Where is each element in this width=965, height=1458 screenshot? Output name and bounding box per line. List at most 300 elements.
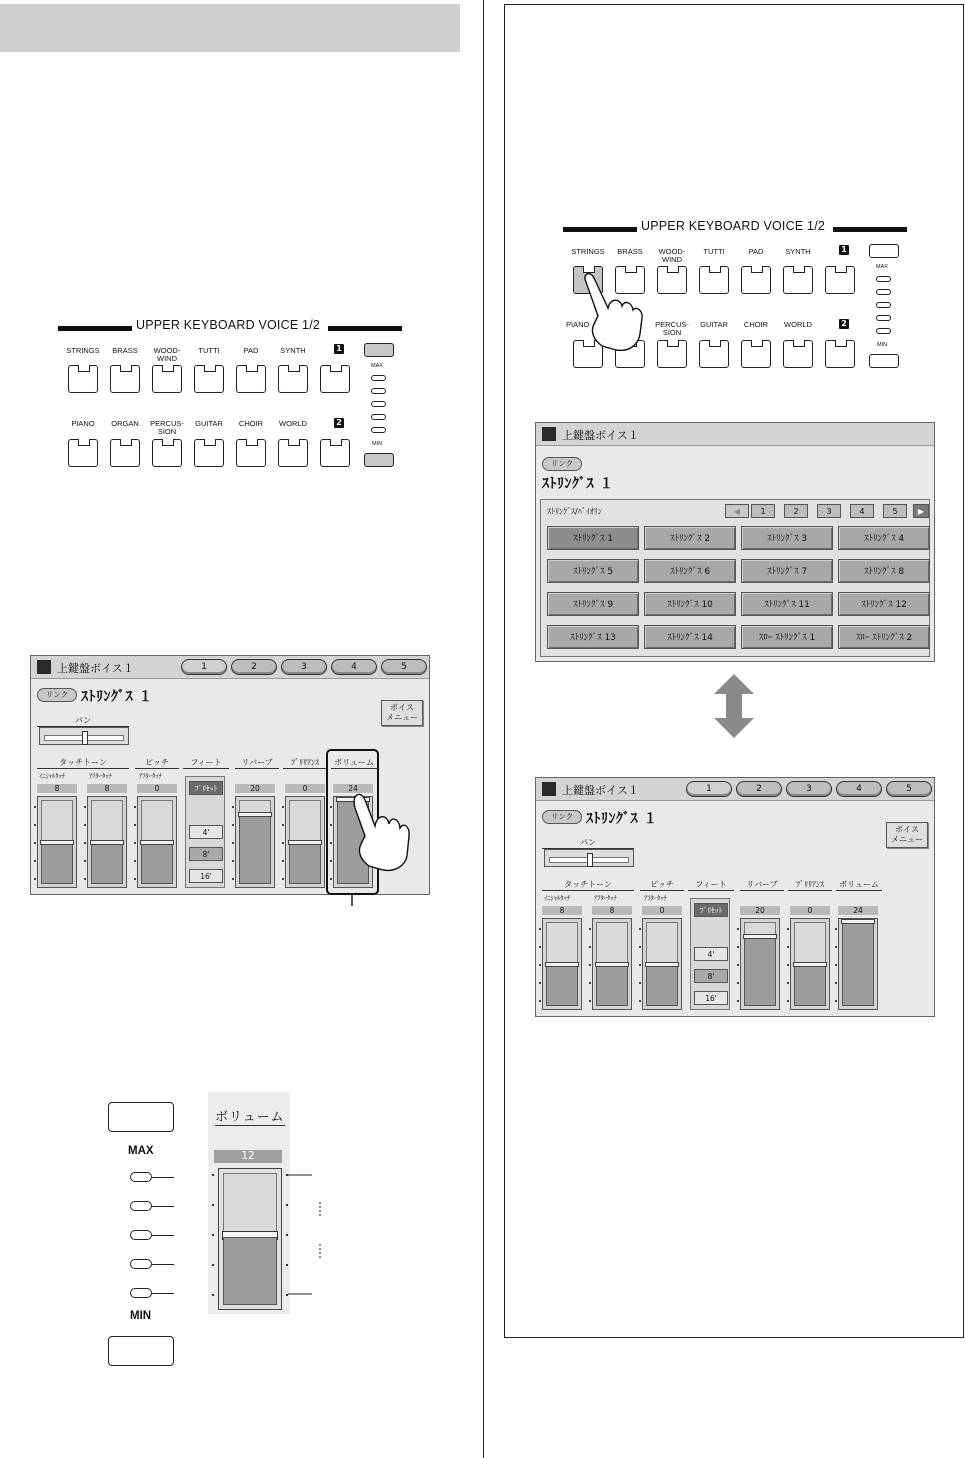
- feet-label: フィート: [688, 879, 734, 891]
- legend-led-line: [152, 1206, 174, 1207]
- lamp-icon: [667, 266, 679, 273]
- slider-fill: [744, 935, 776, 1006]
- volume-led: [371, 388, 386, 394]
- legend-min-button: [108, 1336, 174, 1366]
- min-label: MIN: [372, 441, 383, 447]
- tick-mark: [134, 878, 136, 880]
- tick-mark: [34, 824, 36, 826]
- lamp-icon: [330, 365, 342, 372]
- slider-upper: [646, 922, 678, 963]
- feet-label: フィート: [183, 757, 229, 769]
- brilliance-value: 0: [790, 906, 830, 915]
- panel-title: UPPER KEYBOARD VOICE 1/2: [136, 318, 321, 332]
- tick-mark: [589, 1000, 591, 1002]
- tick-mark: [539, 946, 541, 948]
- voice-label: SYNTH: [280, 346, 306, 355]
- voice-edit-screen-right: [535, 777, 935, 1017]
- reverb-value: 20: [740, 906, 780, 915]
- tick-mark: [787, 1000, 789, 1002]
- reverb-value: 20: [235, 784, 275, 793]
- voice-label: SYNTH: [785, 247, 811, 256]
- voice-label: TUTTI: [198, 346, 220, 355]
- page-tab-5[interactable]: 5: [381, 659, 427, 675]
- tick-mark: [835, 982, 837, 984]
- max-label: MAX: [371, 363, 383, 369]
- note-box: [504, 4, 964, 1338]
- feet-preset-button[interactable]: ﾌﾟﾘｾｯﾄ: [189, 781, 223, 795]
- volume-led-legend: [108, 1100, 368, 1380]
- voice-label: WORLD: [784, 320, 812, 329]
- volume-up-button[interactable]: [869, 244, 899, 258]
- legend-max-button: [108, 1102, 174, 1132]
- screen-icon: [542, 427, 556, 441]
- list-title: 上鍵盤ボイス１: [562, 429, 639, 442]
- voice-cell[interactable]: ｽﾛｰ ｽﾄﾘﾝｸﾞｽ 2: [838, 625, 930, 649]
- slider-knob: [288, 840, 322, 845]
- voice-button-strings[interactable]: [68, 365, 98, 393]
- voice-menu-button[interactable]: ボイス メニュー: [886, 822, 928, 848]
- lamp-icon: [835, 340, 847, 347]
- voice-label: STRINGS: [571, 247, 605, 256]
- tick-mark: [539, 1000, 541, 1002]
- feet-8-button[interactable]: 8': [189, 847, 223, 861]
- slider-knob: [238, 812, 272, 817]
- page-tab-3[interactable]: 3: [786, 781, 832, 797]
- tick-mark: [84, 824, 86, 826]
- voice-button-percussion[interactable]: [657, 340, 687, 368]
- brilliance-label: ﾌﾞﾘﾘｱﾝｽ: [788, 879, 832, 891]
- slider-fill: [41, 841, 73, 884]
- tick-mark: [282, 842, 284, 844]
- lamp-icon: [709, 266, 721, 273]
- slider-fill: [289, 841, 321, 884]
- after-touch-label: ｱﾌﾀｰﾀｯﾁ: [89, 772, 112, 780]
- tick-mark: [539, 982, 541, 984]
- legend-led: [130, 1259, 152, 1269]
- voice-button-synth[interactable]: [783, 266, 813, 294]
- page-tab-5[interactable]: 5: [886, 781, 932, 797]
- volume-value: 24: [333, 784, 373, 793]
- pan-label: パン: [37, 715, 129, 727]
- tick-mark: [589, 946, 591, 948]
- legend-ticks: [208, 1160, 338, 1320]
- volume-led: [371, 414, 386, 420]
- voice-button-synth[interactable]: [278, 365, 308, 393]
- lamp-icon: [288, 439, 300, 446]
- feet-16-button[interactable]: 16': [694, 991, 728, 1005]
- list-title-bar: [536, 423, 934, 446]
- badge-2: 2: [334, 418, 344, 428]
- voice-button-1[interactable]: [825, 266, 855, 294]
- voice-cell[interactable]: ｽﾄﾘﾝｸﾞｽ 2: [644, 526, 736, 550]
- volume-down-button[interactable]: [364, 453, 394, 467]
- legend-led: [130, 1230, 152, 1240]
- feet-16-button[interactable]: 16': [189, 869, 223, 883]
- initial-touch-label: ｲﾆｼｬﾙﾀｯﾁ: [544, 894, 570, 902]
- voice-button-pad[interactable]: [741, 266, 771, 294]
- tick-mark: [737, 928, 739, 930]
- slider-knob: [793, 962, 827, 967]
- voice-label: STRINGS: [66, 346, 100, 355]
- tick-mark: [34, 842, 36, 844]
- pitch-slider[interactable]: [642, 918, 682, 1010]
- reverb-slider[interactable]: [740, 918, 780, 1010]
- tick-mark: [589, 982, 591, 984]
- feet-8-button[interactable]: 8': [694, 969, 728, 983]
- link-button[interactable]: リンク: [37, 688, 77, 702]
- voice-label: CHOIR: [743, 320, 769, 329]
- prev-page-arrow-icon[interactable]: ◀: [725, 504, 749, 518]
- pitch-slider[interactable]: [137, 796, 177, 888]
- voice-button-guitar[interactable]: [194, 439, 224, 467]
- lamp-icon: [330, 439, 342, 446]
- voice-cell[interactable]: ｽﾄﾘﾝｸﾞｽ 3: [741, 526, 833, 550]
- voice-name: ｽﾄﾘﾝｸﾞｽ １: [542, 476, 614, 492]
- after-touch-slider[interactable]: [87, 796, 127, 888]
- legend-volume-value: 12: [214, 1150, 282, 1163]
- volume-label: ボリューム: [331, 757, 377, 769]
- tick-mark: [835, 928, 837, 930]
- volume-label: ボリューム: [836, 879, 882, 891]
- volume-led: [371, 375, 386, 381]
- lamp-icon: [751, 266, 763, 273]
- reverb-label: リバーブ: [740, 879, 784, 891]
- tick-mark: [639, 928, 641, 930]
- section-header-band: [0, 4, 460, 52]
- legend-led-line: [152, 1177, 174, 1178]
- slider-knob: [140, 840, 174, 845]
- tick-mark: [835, 946, 837, 948]
- brilliance-slider[interactable]: [790, 918, 830, 1010]
- tick-mark: [84, 860, 86, 862]
- after-touch-slider[interactable]: [592, 918, 632, 1010]
- voice-button-world[interactable]: [783, 340, 813, 368]
- volume-led: [876, 302, 891, 308]
- voice-button-pad[interactable]: [236, 365, 266, 393]
- voice-label: GUITAR: [195, 419, 223, 428]
- slider-fill: [646, 963, 678, 1006]
- voice-name: ｽﾄﾘﾝｸﾞｽ １: [81, 689, 153, 705]
- tick-mark: [737, 1000, 739, 1002]
- voice-button-woodwind[interactable]: [657, 266, 687, 294]
- lamp-icon: [835, 266, 847, 273]
- slider-fill: [239, 813, 271, 884]
- lamp-icon: [288, 365, 300, 372]
- pan-label: パン: [542, 837, 634, 849]
- tick-mark: [134, 806, 136, 808]
- pitch-value: 0: [642, 906, 682, 915]
- page-tab-4[interactable]: 4: [331, 659, 377, 675]
- volume-down-button[interactable]: [869, 354, 899, 368]
- voice-button-choir[interactable]: [741, 340, 771, 368]
- touch-tone-label: タッチトーン: [542, 879, 634, 891]
- feet-4-button[interactable]: 4': [189, 825, 223, 839]
- after-touch-value: 8: [592, 906, 632, 915]
- slider-upper: [91, 800, 123, 841]
- pressing-hand-icon: [576, 272, 646, 362]
- tick-mark: [232, 878, 234, 880]
- next-page-arrow-icon[interactable]: ▶: [913, 504, 929, 518]
- voice-cell[interactable]: ｽﾄﾘﾝｸﾞｽ 8: [838, 559, 930, 583]
- category-label: ｽﾄﾘﾝｸﾞｽ/ﾊﾞｲｵﾘﾝ: [547, 507, 602, 516]
- lamp-icon: [793, 340, 805, 347]
- reverb-slider[interactable]: [235, 796, 275, 888]
- panel-title-right: UPPER KEYBOARD VOICE 1/2: [641, 219, 826, 233]
- tick-mark: [84, 806, 86, 808]
- tick-mark: [539, 964, 541, 966]
- page-tab-1[interactable]: 1: [686, 781, 732, 797]
- voice-button-brass[interactable]: [110, 365, 140, 393]
- voice-label: BRASS: [617, 247, 643, 256]
- pitch-after-touch-label: ｱﾌﾀｰﾀｯﾁ: [139, 772, 162, 780]
- voice-label: TUTTI: [703, 247, 725, 256]
- tick-mark: [232, 824, 234, 826]
- voice-name: ｽﾄﾘﾝｸﾞｽ １: [586, 811, 658, 827]
- pitch-after-touch-label: ｱﾌﾀｰﾀｯﾁ: [644, 894, 667, 902]
- voice-cell[interactable]: ｽﾄﾘﾝｸﾞｽ 7: [741, 559, 833, 583]
- slider-fill: [794, 963, 826, 1006]
- initial-touch-slider[interactable]: [37, 796, 77, 888]
- lamp-icon: [246, 365, 258, 372]
- volume-value: 24: [838, 906, 878, 915]
- voice-cell[interactable]: ｽﾄﾘﾝｸﾞｽ 6: [644, 559, 736, 583]
- voice-cell[interactable]: ｽﾄﾘﾝｸﾞｽ 14: [644, 625, 736, 649]
- voice-cell[interactable]: ｽﾄﾘﾝｸﾞｽ 13: [547, 625, 639, 649]
- tick-mark: [232, 842, 234, 844]
- brilliance-value: 0: [285, 784, 325, 793]
- badge-2: 2: [839, 319, 849, 329]
- reverb-label: リバーブ: [235, 757, 279, 769]
- link-button[interactable]: リンク: [542, 457, 582, 471]
- lamp-icon: [793, 266, 805, 273]
- lamp-icon: [120, 439, 132, 446]
- voice-button-woodwind[interactable]: [152, 365, 182, 393]
- feet-panel: [690, 898, 730, 1010]
- initial-touch-label: ｲﾆｼｬﾙﾀｯﾁ: [39, 772, 65, 780]
- voice-label-partial: PIANO: [566, 320, 590, 329]
- tick-mark: [639, 946, 641, 948]
- screen-icon: [542, 782, 556, 796]
- touch-tone-label: タッチトーン: [37, 757, 129, 769]
- link-button[interactable]: リンク: [542, 810, 582, 824]
- column-divider: [483, 0, 484, 1458]
- panel-bar-right: [833, 227, 907, 232]
- volume-up-button[interactable]: [364, 343, 394, 357]
- voice-label: PAD: [748, 247, 764, 256]
- legend-led-line: [152, 1264, 174, 1265]
- voice-label: ORGAN: [111, 419, 139, 428]
- tick-mark: [737, 982, 739, 984]
- voice-cell[interactable]: ｽﾄﾘﾝｸﾞｽ 10: [644, 592, 736, 616]
- page-tab-3[interactable]: 3: [281, 659, 327, 675]
- pan-knob: [587, 853, 593, 867]
- after-touch-value: 8: [87, 784, 127, 793]
- volume-slider[interactable]: [838, 918, 878, 1010]
- pan-slider[interactable]: [39, 727, 129, 745]
- voice-button-world[interactable]: [278, 439, 308, 467]
- voice-label: PERCUS- SION: [150, 419, 184, 436]
- voice-cell[interactable]: ｽﾄﾘﾝｸﾞｽ 1: [547, 526, 639, 550]
- initial-touch-slider[interactable]: [542, 918, 582, 1010]
- tick-mark: [84, 878, 86, 880]
- page-tab-1[interactable]: 1: [181, 659, 227, 675]
- volume-led: [371, 401, 386, 407]
- slider-fill: [546, 963, 578, 1006]
- legend-led: [130, 1201, 152, 1211]
- tick-mark: [639, 982, 641, 984]
- voice-label: PIANO: [71, 419, 95, 428]
- volume-highlight-hand: [325, 748, 415, 908]
- slider-knob: [841, 919, 875, 924]
- tick-mark: [835, 964, 837, 966]
- tick-mark: [282, 824, 284, 826]
- double-arrow-icon: [712, 674, 756, 738]
- tick-mark: [84, 842, 86, 844]
- list-page-2[interactable]: 2: [784, 504, 808, 518]
- slider-knob: [743, 934, 777, 939]
- voice-button-percussion[interactable]: [152, 439, 182, 467]
- screen-icon: [37, 660, 51, 674]
- lamp-icon: [78, 439, 90, 446]
- legend-led-line: [152, 1293, 174, 1294]
- voice-button-tutti[interactable]: [194, 365, 224, 393]
- tick-mark: [639, 1000, 641, 1002]
- voice-label: CHOIR: [238, 419, 264, 428]
- panel-bar-left: [563, 227, 637, 232]
- upper-keyboard-voice-panel: [58, 318, 406, 463]
- tick-mark: [787, 946, 789, 948]
- pitch-label: ピッチ: [640, 879, 684, 891]
- voice-label: BRASS: [112, 346, 138, 355]
- pan-slider[interactable]: [544, 849, 634, 867]
- volume-led: [876, 276, 891, 282]
- tick-mark: [34, 878, 36, 880]
- tick-mark: [787, 982, 789, 984]
- screen-title-bar: [31, 656, 429, 679]
- lamp-icon: [120, 365, 132, 372]
- voice-button-choir[interactable]: [236, 439, 266, 467]
- feet-panel: [185, 776, 225, 888]
- tick-mark: [737, 946, 739, 948]
- tick-mark: [737, 964, 739, 966]
- tick-mark: [539, 928, 541, 930]
- voice-button-2[interactable]: [320, 439, 350, 467]
- voice-label: PERCUS- SION: [655, 320, 689, 337]
- slider-fill: [596, 963, 628, 1006]
- lamp-icon: [667, 340, 679, 347]
- panel-bar-left: [58, 326, 132, 331]
- voice-list-panel: [540, 499, 930, 657]
- feet-4-button[interactable]: 4': [694, 947, 728, 961]
- slider-knob: [90, 840, 124, 845]
- badge-1: 1: [839, 245, 849, 255]
- tick-mark: [134, 824, 136, 826]
- legend-min-label: MIN: [130, 1310, 152, 1322]
- voice-button-1[interactable]: [320, 365, 350, 393]
- lamp-icon: [204, 365, 216, 372]
- initial-touch-value: 8: [542, 906, 582, 915]
- tick-mark: [134, 842, 136, 844]
- slider-upper: [141, 800, 173, 841]
- legend-max-label: MAX: [128, 1145, 154, 1157]
- lamp-icon: [246, 439, 258, 446]
- lamp-icon: [162, 365, 174, 372]
- volume-led: [876, 315, 891, 321]
- voice-cell[interactable]: ｽﾄﾘﾝｸﾞｽ 9: [547, 592, 639, 616]
- voice-cell[interactable]: ｽﾄﾘﾝｸﾞｽ 5: [547, 559, 639, 583]
- voice-cell[interactable]: ｽﾛｰ ｽﾄﾘﾝｸﾞｽ 1: [741, 625, 833, 649]
- voice-cell[interactable]: ｽﾄﾘﾝｸﾞｽ 4: [838, 526, 930, 550]
- slider-fill: [842, 920, 874, 1006]
- voice-button-2[interactable]: [825, 340, 855, 368]
- brilliance-slider[interactable]: [285, 796, 325, 888]
- voice-button-guitar[interactable]: [699, 340, 729, 368]
- voice-button-piano[interactable]: [68, 439, 98, 467]
- voice-label: WOOD- WIND: [658, 247, 686, 264]
- slider-upper: [546, 922, 578, 963]
- tick-mark: [282, 806, 284, 808]
- legend-volume-title: ボリューム: [215, 1106, 285, 1126]
- slider-knob: [595, 962, 629, 967]
- feet-preset-button[interactable]: ﾌﾟﾘｾｯﾄ: [694, 903, 728, 917]
- lamp-icon: [78, 365, 90, 372]
- pan-knob: [82, 731, 88, 745]
- voice-menu-button[interactable]: ボイス メニュー: [381, 700, 423, 726]
- tick-mark: [589, 964, 591, 966]
- voice-cell[interactable]: ｽﾄﾘﾝｸﾞｽ 11: [741, 592, 833, 616]
- brilliance-label: ﾌﾞﾘﾘｱﾝｽ: [283, 757, 327, 769]
- tick-mark: [282, 860, 284, 862]
- pitch-label: ピッチ: [135, 757, 179, 769]
- tick-mark: [787, 964, 789, 966]
- legend-led: [130, 1288, 152, 1298]
- tick-mark: [134, 860, 136, 862]
- tick-mark: [282, 878, 284, 880]
- voice-label: PAD: [243, 346, 259, 355]
- tick-mark: [589, 928, 591, 930]
- page-tab-4[interactable]: 4: [836, 781, 882, 797]
- tick-mark: [232, 806, 234, 808]
- slider-upper: [794, 922, 826, 963]
- screen-title: 上鍵盤ボイス１: [562, 784, 639, 797]
- volume-led: [876, 328, 891, 334]
- page-tab-2[interactable]: 2: [231, 659, 277, 675]
- voice-button-organ[interactable]: [110, 439, 140, 467]
- list-page-1[interactable]: 1: [751, 504, 775, 518]
- lamp-icon: [751, 340, 763, 347]
- tick-mark: [232, 860, 234, 862]
- screen-title-bar: [536, 778, 934, 801]
- list-page-3[interactable]: 3: [817, 504, 841, 518]
- tick-mark: [34, 806, 36, 808]
- list-page-4[interactable]: 4: [850, 504, 874, 518]
- voice-button-tutti[interactable]: [699, 266, 729, 294]
- slider-upper: [41, 800, 73, 841]
- voice-label: WORLD: [279, 419, 307, 428]
- min-label: MIN: [877, 342, 888, 348]
- initial-touch-value: 8: [37, 784, 77, 793]
- list-page-5[interactable]: 5: [883, 504, 907, 518]
- tick-mark: [835, 1000, 837, 1002]
- pitch-value: 0: [137, 784, 177, 793]
- voice-cell[interactable]: ｽﾄﾘﾝｸﾞｽ 12: [838, 592, 930, 616]
- screen-title: 上鍵盤ボイス１: [57, 662, 134, 675]
- page-tab-2[interactable]: 2: [736, 781, 782, 797]
- tick-mark: [787, 928, 789, 930]
- slider-knob: [545, 962, 579, 967]
- slider-fill: [141, 841, 173, 884]
- slider-knob: [645, 962, 679, 967]
